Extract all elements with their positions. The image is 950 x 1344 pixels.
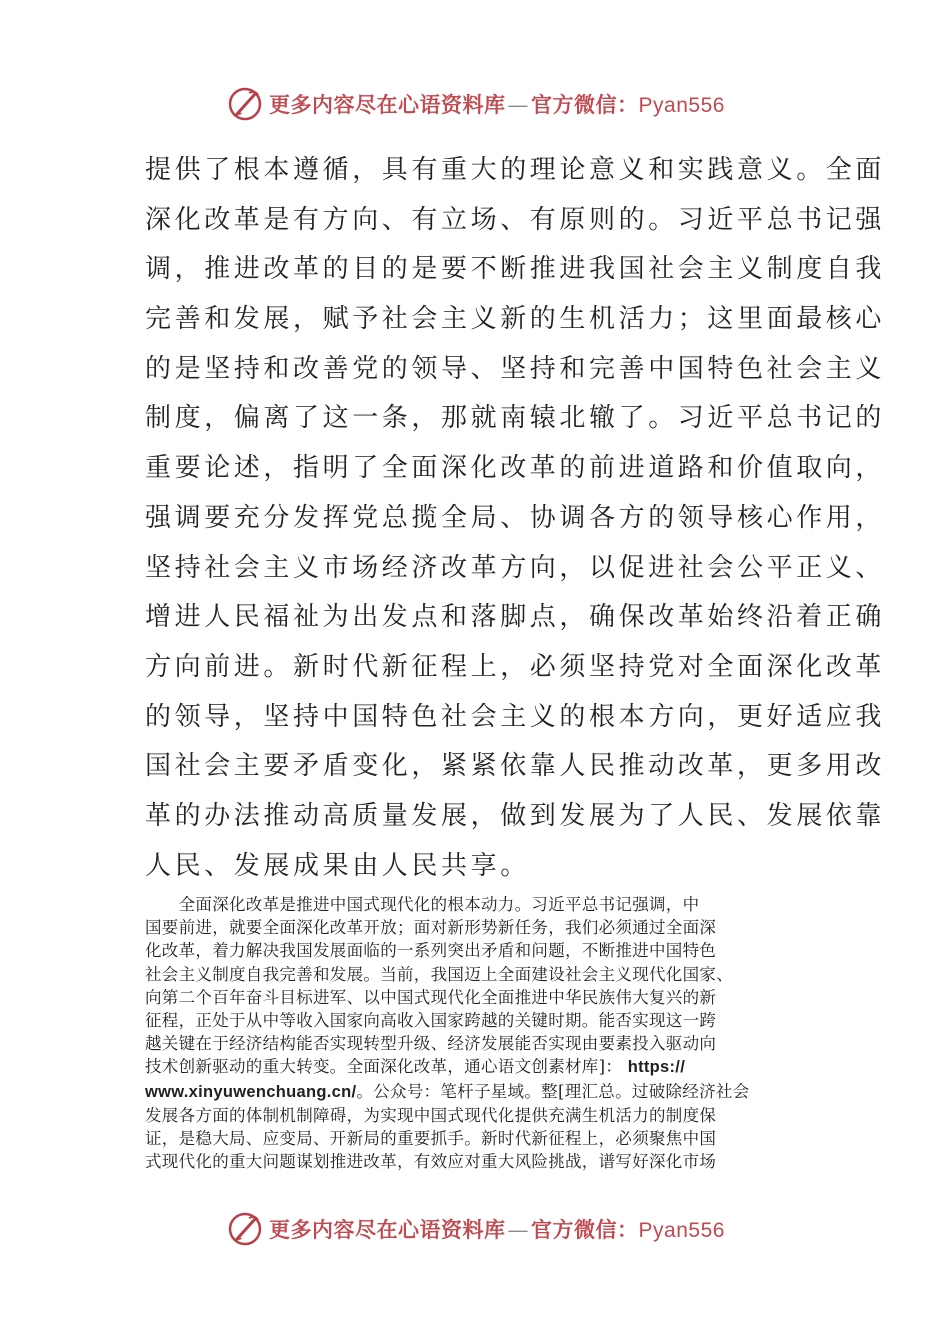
banner-wechat-id: Pyan556 <box>638 1219 725 1242</box>
text-line: 提供了根本遵循，具有重大的理论意义和实践意义。全面 <box>145 155 886 185</box>
small-text-line-with-link <box>145 1080 805 1104</box>
url-link-part2[interactable]: www.xinyuwenchuang.cn/ <box>145 1082 357 1101</box>
small-text-line: 国要前进，就要全面深化改革开放；面对新形势新任务，我们必须通过全面深 <box>145 918 717 938</box>
banner-title <box>269 89 725 119</box>
small-text-line: 化改革，着力解决我国发展面临的一系列突出矛盾和问题，不断推进中国特色 <box>145 941 717 961</box>
text-line: 重要论述，指明了全面深化改革的前进道路和价值取向， <box>145 453 886 484</box>
banner-main-text: 更多内容尽在心语资料库 <box>269 1217 506 1242</box>
secondary-paragraph <box>145 893 805 1173</box>
banner-wechat-label: 官方微信： <box>531 1217 639 1242</box>
text-line: 强调要充分发挥党总揽全局、协调各方的领导核心作用， <box>145 502 886 533</box>
banner-separator: — <box>507 1218 530 1242</box>
small-text-line: 全面深化改革是推进中国式现代化的根本动力。习近平总书记强调，中 <box>145 895 700 914</box>
small-text-line: 征程，正处于从中等收入国家向高收入国家跨越的关键时期。能否实现这一跨 <box>145 1011 717 1031</box>
text-line: 的是坚持和改善党的领导、坚持和完善中国特色社会主义 <box>145 353 886 384</box>
text-line: 调，推进改革的目的是要不断推进我国社会主义制度自我 <box>145 254 886 285</box>
header-banner <box>0 82 950 126</box>
small-text-line: 技术创新驱动的重大转变。全面深化改革，通心语文创素材库]： <box>145 1057 623 1077</box>
text-line: 革的办法推动高质量发展，做到发展为了人民、发展依靠 <box>145 800 886 831</box>
text-line: 人民、发展成果由人民共享。 <box>145 850 530 881</box>
text-line: 深化改革是有方向、有立场、有原则的。习近平总书记强 <box>145 204 886 235</box>
text-line: 坚持社会主义市场经济改革方向，以促进社会公平正义、 <box>145 552 886 583</box>
text-line: 的领导，坚持中国特色社会主义的根本方向，更好适应我 <box>145 701 886 732</box>
small-text-line-with-link <box>145 1055 805 1079</box>
pen-logo-icon <box>225 1209 265 1249</box>
url-link-part1[interactable]: https:// <box>627 1058 686 1077</box>
small-text-line: 式现代化的重大问题谋划推进改革，有效应对重大风险挑战，谱写好深化市场 <box>145 1152 717 1172</box>
banner-wechat-id: Pyan556 <box>638 94 725 117</box>
banner-separator: — <box>507 93 530 117</box>
text-line: 增进人民福祉为出发点和落脚点，确保改革始终沿着正确 <box>145 602 886 633</box>
text-line: 方向前进。新时代新征程上，必须坚持党对全面深化改革 <box>145 651 886 682</box>
small-text-line: 越关键在于经济结构能否实现转型升级、经济发展能否实现由要素投入驱动向 <box>145 1034 717 1054</box>
text-line: 制度，偏离了这一条，那就南辕北辙了。习近平总书记的 <box>145 403 886 434</box>
text-line: 完善和发展，赋予社会主义新的生机活力；这里面最核心 <box>145 304 886 335</box>
banner-title <box>269 1214 725 1244</box>
banner-main-text: 更多内容尽在心语资料库 <box>269 92 506 117</box>
text-line: 国社会主要矛盾变化，紧紧依靠人民推动改革，更多用改 <box>145 751 886 782</box>
main-paragraph <box>145 146 886 891</box>
footer-banner <box>0 1207 950 1251</box>
banner-wechat-label: 官方微信： <box>531 92 639 117</box>
small-text-line: 向第二个百年奋斗目标进军、以中国式现代化全面推进中华民族伟大复兴的新 <box>145 987 717 1007</box>
small-text-line: 证，是稳大局、应变局、开新局的重要抓手。新时代新征程上，必须聚焦中国 <box>145 1129 717 1149</box>
pen-logo-icon <box>225 84 265 124</box>
small-text-line: 。公众号：笔杆子星域。整[理汇总。过破除经济社会 <box>356 1081 750 1101</box>
small-text-line: 社会主义制度自我完善和发展。当前，我国迈上全面建设社会主义现代化国家、 <box>145 964 733 984</box>
small-text-line: 发展各方面的体制机制障碍，为实现中国式现代化提供充满生机活力的制度保 <box>145 1105 717 1125</box>
